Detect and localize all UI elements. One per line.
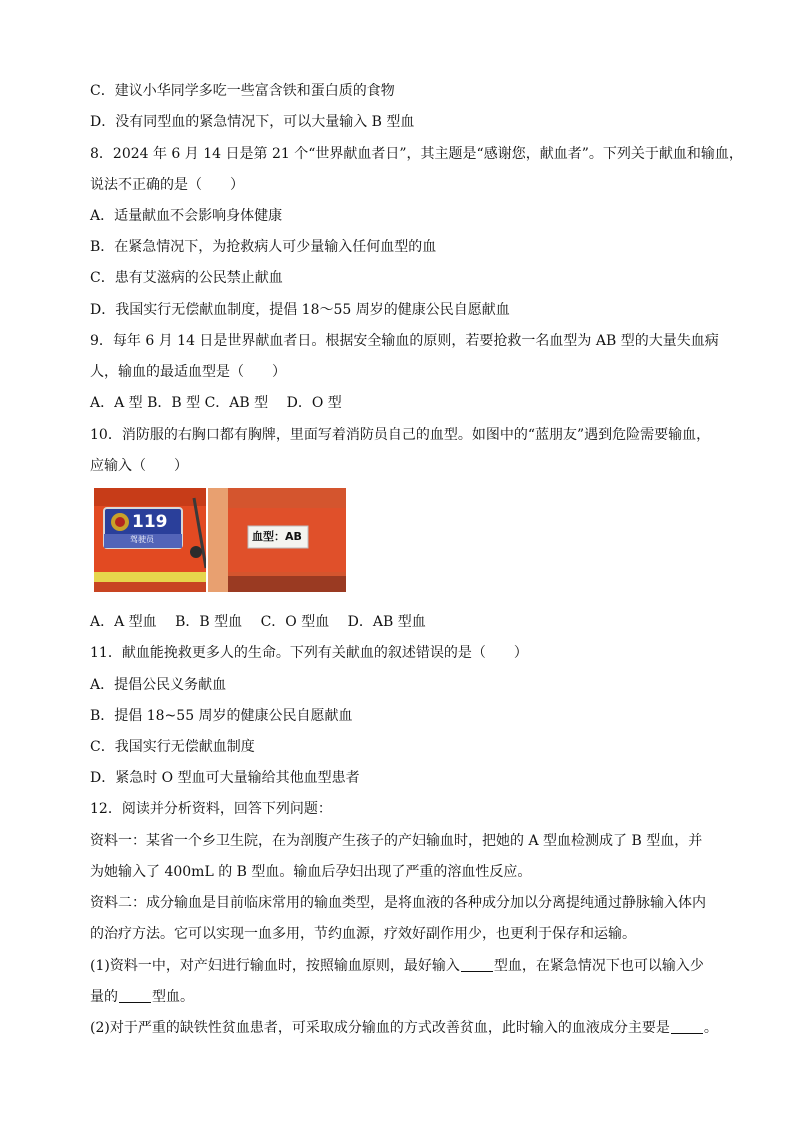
q12-part1b-text-before: 量的 xyxy=(90,989,118,1005)
q12-material2-line2: 的治疗方法。它可以实现一血多用，节约血源，疗效好副作用少，也更利于保存和运输。 xyxy=(90,926,636,942)
q12-part2-text-before: (2)对于严重的缺铁性贫血患者，可采取成分输血的方式改善贫血，此时输入的血液成分主要是 xyxy=(90,1020,670,1036)
q11-stem: 11．献血能挽救更多人的生命。下列有关献血的叙述错误的是（ ） xyxy=(90,645,528,661)
q12-material1-line1: 资料一：某省一个乡卫生院，在为剖腹产生孩子的产妇输血时，把她的 A 型血检测成了 B 型血，并 xyxy=(90,833,703,849)
q12-material1-line2: 为她输入了 400mL 的 B 型血。输血后孕妇出现了严重的溶血性反应。 xyxy=(90,864,532,880)
q8-option-a: A．适量献血不会影响身体健康 xyxy=(90,208,283,224)
q12-part1-line2 xyxy=(90,987,194,1007)
q9-stem-line2: 人，输血的最适血型是（ ） xyxy=(90,364,286,380)
q8-stem-line2: 说法不正确的是（ ） xyxy=(90,177,244,193)
q7-option-d: D．没有同型血的紧急情况下，可以大量输入 B 型血 xyxy=(90,114,415,130)
blood-type-label: 血型：AB xyxy=(252,530,302,543)
q12-part1-text-after: 型血，在紧急情况下也可以输入少 xyxy=(493,958,704,974)
q12-part1-line1 xyxy=(90,956,704,976)
q9-options: A．A 型 B．B 型 C．AB 型 D．O 型 xyxy=(90,395,342,411)
q8-stem-line1: 8．2024 年 6 月 14 日是第 21 个“世界献血者日”，其主题是“感谢您，献血者”。下列关于献血和输血， xyxy=(90,146,743,162)
q9-stem-line1: 9．每年 6 月 14 日是世界献血者日。根据安全输血的原则，若要抢救一名血型为 AB 型的大量失血病 xyxy=(90,333,719,349)
firefighter-badge-photo xyxy=(94,488,206,592)
q8-option-d: D．我国实行无偿献血制度，提倡 18～55 周岁的健康公民自愿献血 xyxy=(90,302,510,318)
q12-part2-text-after: 。 xyxy=(703,1020,718,1036)
q7-option-c: C．建议小华同学多吃一些富含铁和蛋白质的食物 xyxy=(90,83,395,99)
answer-blank-2[interactable] xyxy=(119,988,151,1003)
q10-options: A．A 型血 B．B 型血 C．O 型血 D．AB 型血 xyxy=(90,614,426,630)
q12-part2 xyxy=(90,1018,718,1038)
q8-option-c: C．患有艾滋病的公民禁止献血 xyxy=(90,270,283,286)
badge-subtitle: 驾驶员 xyxy=(130,535,154,544)
q12-material2-line1: 资料二：成分输血是目前临床常用的输血类型，是将血液的各种成分加以分离提纯通过静脉输入体内 xyxy=(90,895,706,911)
q11-option-c: C．我国实行无偿献血制度 xyxy=(90,739,255,755)
q12-part1-text-before: (1)资料一中，对产妇进行输血时，按照输血原则，最好输入 xyxy=(90,958,460,974)
blood-type-tag-photo xyxy=(208,488,346,592)
q10-stem-line2: 应输入（ ） xyxy=(90,458,188,474)
q12-stem: 12．阅读并分析资料，回答下列问题： xyxy=(90,801,332,817)
q8-option-b: B．在紧急情况下，为抢救病人可少量输入任何血型的血 xyxy=(90,239,437,255)
answer-blank-3[interactable] xyxy=(671,1019,703,1034)
q10-stem-line1: 10．消防服的右胸口都有胸牌，里面写着消防员自己的血型。如图中的“蓝朋友”遇到危险需要输血， xyxy=(90,427,711,443)
q11-option-a: A．提倡公民义务献血 xyxy=(90,677,227,693)
q11-option-b: B．提倡 18~55 周岁的健康公民自愿献血 xyxy=(90,708,353,724)
answer-blank-1[interactable] xyxy=(461,957,493,972)
badge-number: 119 xyxy=(132,512,168,532)
q10-photos xyxy=(94,488,346,592)
q12-part1b-text-after: 型血。 xyxy=(152,989,194,1005)
q11-option-d: D．紧急时 O 型血可大量输给其他血型患者 xyxy=(90,770,360,786)
